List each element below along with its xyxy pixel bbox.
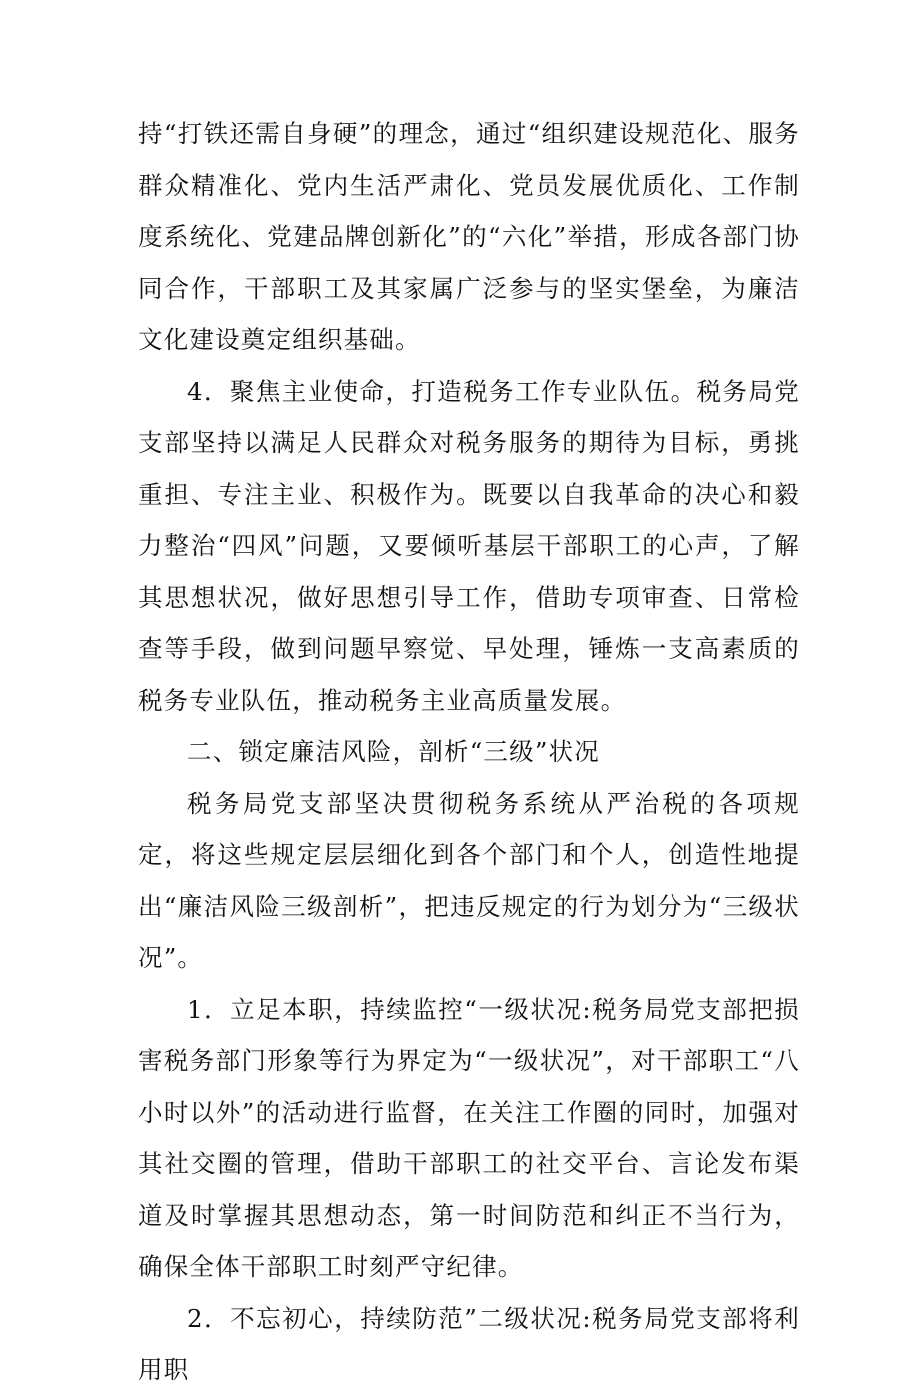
paragraph-section-intro: 税务局党支部坚决贯彻税务系统从严治税的各项规定，将这些规定层层细化到各个部门和个人，创造性地提出“廉洁风险三级剖析”，把违反规定的行为划分为“三级状况”。 xyxy=(138,788,800,972)
document-body xyxy=(138,108,800,1396)
paragraph-item-4: 4．聚焦主业使命，打造税务工作专业队伍。税务局党支部坚持以满足人民群众对税务服务的期待为目标，勇挑重担、专注主业、积极作为。既要以自我革命的决心和毅力整治“四风”问题，又要倾听基层干部职工的心声，了解其思想状况，做好思想引导工作，借助专项审查、日常检查等手段，做到问题早察觉、早处理，锤炼一支高素质的税务专业队伍，推动税务主业高质量发展。 xyxy=(138,376,800,715)
paragraph-item-1: 1．立足本职，持续监控“一级状况:税务局党支部把损害税务部门形象等行为界定为“一级状况”，对干部职工“八小时以外”的活动进行监督，在关注工作圈的同时，加强对其社交圈的管理，借助干部职工的社交平台、言论发布渠道及时掌握其思想动态，第一时间防范和纠正不当行为，确保全体干部职工时刻严守纪律。 xyxy=(138,994,800,1281)
paragraph-continuation: 持“打铁还需自身硬”的理念，通过“组织建设规范化、服务群众精准化、党内生活严肃化、党员发展优质化、工作制度系统化、党建品牌创新化”的“六化”举措，形成各部门协同合作，干部职工及其家属广泛参与的坚实堡垒，为廉洁文化建设奠定组织基础。 xyxy=(138,119,800,354)
paragraph-item-2: 2．不忘初心，持续防范”二级状况:税务局党支部将利用职 xyxy=(138,1303,800,1384)
section-heading-2: 二、锁定廉洁风险，剖析“三级”状况 xyxy=(187,737,600,766)
